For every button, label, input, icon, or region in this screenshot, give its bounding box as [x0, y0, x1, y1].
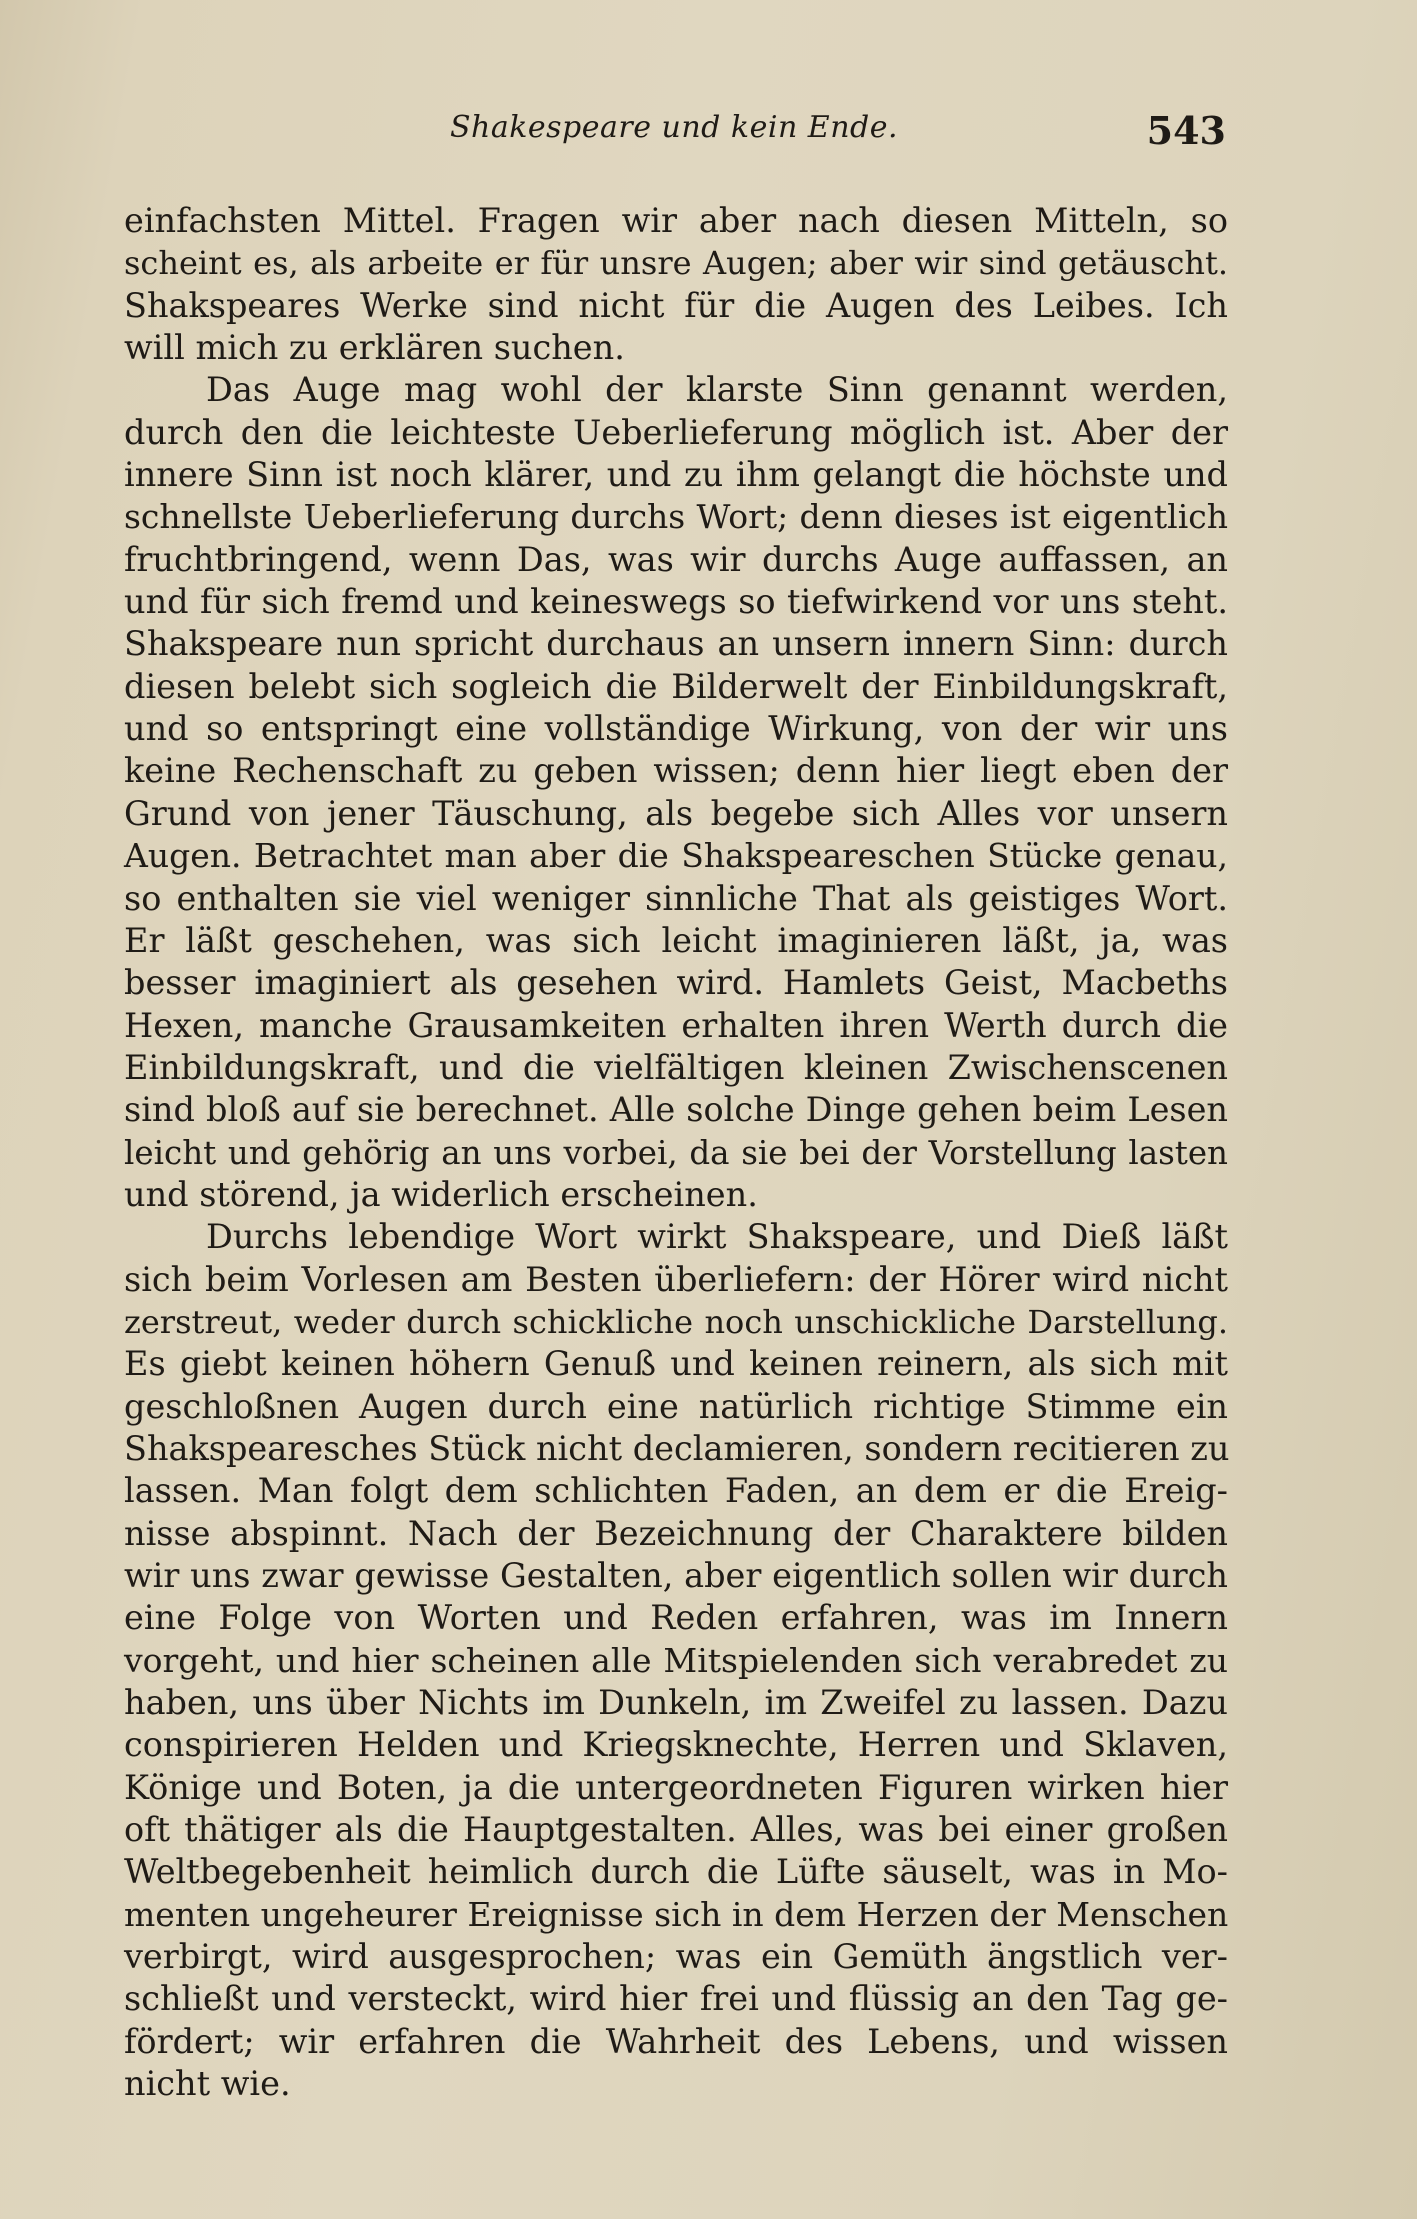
text-line: einfachsten Mittel. Fragen wir aber nach diesen Mitteln, so: [124, 201, 1228, 240]
text-line: diesen belebt sich sogleich die Bilderwelt der Einbildungskraft,: [124, 666, 1228, 706]
text-line: und für sich fremd und keineswegs so tiefwirkend vor uns steht.: [124, 582, 1228, 622]
text-line: Shakspearesches Stück nicht declamieren, sondern recitieren zu: [124, 1428, 1230, 1468]
text-line: und störend, ja widerlich erscheinen.: [124, 1174, 758, 1214]
text-line: durch den die leichteste Ueberlieferung möglich ist. Aber der: [124, 412, 1228, 452]
text-line: Weltbegebenheit heimlich durch die Lüfte säuselt, was in Mo-: [124, 1852, 1228, 1892]
text-line: Könige und Boten, ja die untergeordneten Figuren wirken hier: [124, 1767, 1228, 1807]
text-line: schnellste Ueberlieferung durchs Wort; denn dieses ist eigentlich: [124, 497, 1228, 537]
text-line: zerstreut, weder durch schickliche noch unschickliche Darstellung.: [124, 1302, 1228, 1341]
text-line: lassen. Man folgt dem schlichten Faden, an dem er die Ereig-: [124, 1471, 1228, 1511]
text-line: scheint es, als arbeite er für unsre Augen; aber wir sind getäuscht.: [124, 244, 1228, 283]
text-line: Augen. Betrachtet man aber die Shakspeareschen Stücke genau,: [124, 836, 1228, 876]
text-line: oft thätiger als die Hauptgestalten. Alles, was bei einer großen: [124, 1810, 1228, 1850]
page-number: 543: [1146, 108, 1226, 153]
text-line: besser imaginiert als gesehen wird. Hamlets Geist, Macbeths: [124, 963, 1228, 1003]
text-line: will mich zu erklären suchen.: [124, 328, 625, 368]
text-line: Das Auge mag wohl der klarste Sinn genannt werden,: [206, 370, 1228, 410]
text-line: eine Folge von Worten und Reden erfahren, was im Innern: [124, 1598, 1228, 1638]
text-line: fruchtbringend, wenn Das, was wir durchs Auge auffassen, an: [124, 539, 1228, 579]
text-line: Grund von jener Täuschung, als begebe sich Alles vor unsern: [124, 793, 1228, 833]
text-line: keine Rechenschaft zu geben wissen; denn hier liegt eben der: [124, 751, 1228, 791]
text-line: geschloßnen Augen durch eine natürlich richtige Stimme ein: [124, 1386, 1228, 1426]
text-line: und so entspringt eine vollständige Wirkung, von der wir uns: [124, 709, 1228, 749]
text-line: conspirieren Helden und Kriegsknechte, Herren und Sklaven,: [124, 1725, 1228, 1765]
text-line: sind bloß auf sie berechnet. Alle solche Dinge gehen beim Lesen: [124, 1090, 1228, 1130]
page-header: [122, 110, 1226, 160]
text-line: haben, uns über Nichts im Dunkeln, im Zweifel zu lassen. Dazu: [124, 1683, 1228, 1723]
text-line: nicht wie.: [124, 2064, 291, 2104]
text-line: vorgeht, und hier scheinen alle Mitspielenden sich verabredet zu: [124, 1640, 1228, 1680]
text-line: Shakspeares Werke sind nicht für die Augen des Leibes. Ich: [124, 285, 1228, 325]
text-line: leicht und gehörig an uns vorbei, da sie bei der Vorstellung lasten: [124, 1133, 1228, 1172]
text-line: menten ungeheurer Ereignisse sich in dem Herzen der Menschen: [124, 1894, 1229, 1934]
text-line: innere Sinn ist noch klärer, und zu ihm gelangt die höchste und: [124, 455, 1228, 495]
text-line: fördert; wir erfahren die Wahrheit des Lebens, und wissen: [124, 2021, 1228, 2061]
text-line: so enthalten sie viel weniger sinnliche That als geistiges Wort.: [124, 878, 1228, 918]
text-line: Hexen, manche Grausamkeiten erhalten ihren Werth durch die: [124, 1005, 1228, 1045]
text-line: verbirgt, wird ausgesprochen; was ein Gemüth ängstlich ver-: [124, 1937, 1228, 1977]
text-line: Einbildungskraft, und die vielfältigen kleinen Zwischenscenen: [124, 1047, 1228, 1087]
text-line: Er läßt geschehen, was sich leicht imaginieren läßt, ja, was: [124, 920, 1228, 960]
running-title: Shakespeare und kein Ende.: [449, 110, 899, 145]
text-line: Durchs lebendige Wort wirkt Shakspeare, und Dieß läßt: [206, 1217, 1228, 1257]
text-line: Es giebt keinen höhern Genuß und keinen reinern, als sich mit: [124, 1344, 1228, 1384]
text-line: wir uns zwar gewisse Gestalten, aber eigentlich sollen wir durch: [124, 1556, 1228, 1595]
text-line: nisse abspinnt. Nach der Bezeichnung der Charaktere bilden: [124, 1513, 1228, 1553]
text-line: sich beim Vorlesen am Besten überliefern: der Hörer wird nicht: [124, 1259, 1228, 1299]
body-text: [124, 200, 1228, 2105]
text-line: Shakspeare nun spricht durchaus an unsern innern Sinn: durch: [124, 624, 1228, 664]
text-line: schließt und versteckt, wird hier frei und flüssig an den Tag ge-: [124, 1979, 1228, 2019]
